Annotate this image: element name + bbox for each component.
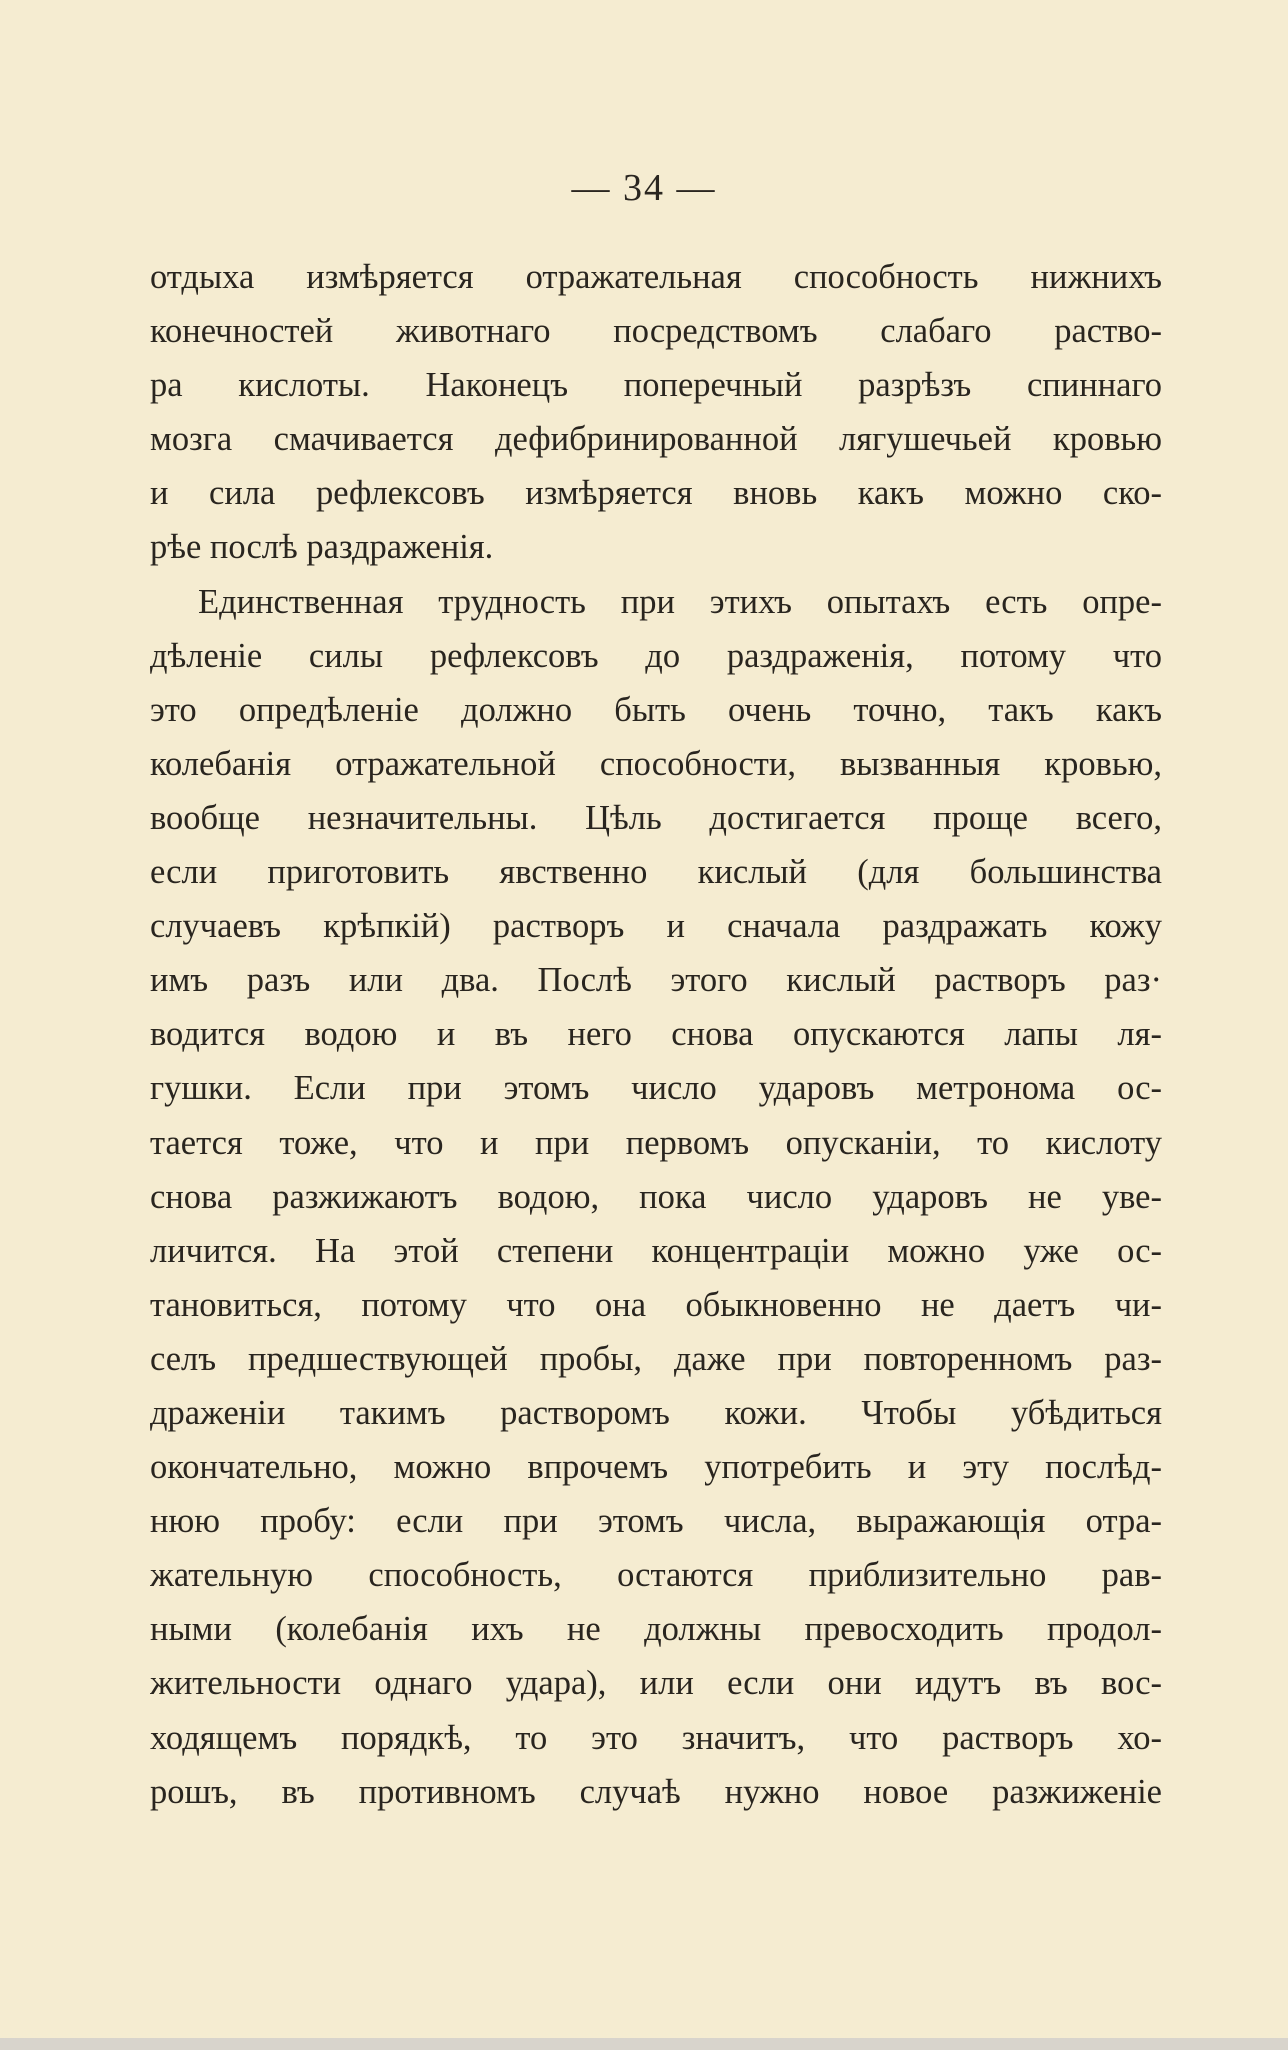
- text-line: и сила рефлексовъ измѣряется вновь какъ можно ско-: [150, 474, 1162, 513]
- text-line: селъ предшествующей пробы, даже при повторенномъ раз-: [150, 1339, 1162, 1378]
- text-line: драженіи такимъ растворомъ кожи. Чтобы убѣдиться: [150, 1393, 1162, 1432]
- scan-edge: [0, 2038, 1288, 2050]
- paragraph-1: [150, 250, 1162, 575]
- text-line: водится водою и въ него снова опускаются лапы ля-: [150, 1015, 1162, 1054]
- text-line: гушки. Если при этомъ число ударовъ метронома ос-: [150, 1069, 1162, 1108]
- text-line: снова разжижаютъ водою, пока число ударовъ не уве-: [150, 1177, 1162, 1216]
- text-line: нюю пробу: если при этомъ числа, выражающія отра-: [150, 1502, 1162, 1541]
- text-line: это опредѣленіе должно быть очень точно, такъ какъ: [150, 690, 1162, 729]
- text-line: ходящемъ порядкѣ, то это значитъ, что растворъ хо-: [150, 1718, 1162, 1757]
- text-line: рошъ, въ противномъ случаѣ нужно новое разжиженіе: [150, 1772, 1162, 1811]
- text-line: имъ разъ или два. Послѣ этого кислый растворъ раз·: [150, 961, 1162, 1000]
- text-line: колебанія отражательной способности, вызванныя кровью,: [150, 744, 1162, 783]
- text-line: окончательно, можно впрочемъ употребить и эту послѣд-: [150, 1448, 1162, 1487]
- text-line: рѣе послѣ раздраженія.: [150, 528, 494, 567]
- body-text: [150, 250, 1162, 1819]
- text-line: личится. На этой степени концентраціи можно уже ос-: [150, 1231, 1162, 1270]
- text-line: жательную способность, остаются приблизительно рав-: [150, 1556, 1162, 1595]
- text-line: тановиться, потому что она обыкновенно не даетъ чи-: [150, 1285, 1162, 1324]
- text-line: если приготовить явственно кислый (для большинства: [150, 853, 1162, 892]
- text-line: дѣленіе силы рефлексовъ до раздраженія, потому что: [150, 636, 1162, 675]
- text-line: ными (колебанія ихъ не должны превосходить продол-: [150, 1610, 1162, 1649]
- text-line: конечностей животнаго посредствомъ слабаго раство-: [150, 312, 1162, 351]
- page-number: — 34 —: [571, 167, 717, 209]
- text-line: отдыха измѣряется отражательная способность нижнихъ: [150, 258, 1162, 296]
- paragraph-2: [150, 575, 1162, 1819]
- text-line: вообще незначительны. Цѣль достигается проще всего,: [150, 798, 1162, 837]
- text-line: Единственная трудность при этихъ опытахъ есть опре-: [198, 582, 1162, 621]
- text-line: тается тоже, что и при первомъ опусканіи, то кислоту: [150, 1123, 1162, 1162]
- text-line: случаевъ крѣпкій) растворъ и сначала раздражать кожу: [150, 907, 1162, 946]
- text-line: мозга смачивается дефибринированной лягушечьей кровью: [150, 420, 1162, 459]
- text-line: ра кислоты. Наконецъ поперечный разрѣзъ спиннаго: [150, 366, 1162, 405]
- text-line: жительности однаго удара), или если они идутъ въ вос-: [150, 1664, 1162, 1703]
